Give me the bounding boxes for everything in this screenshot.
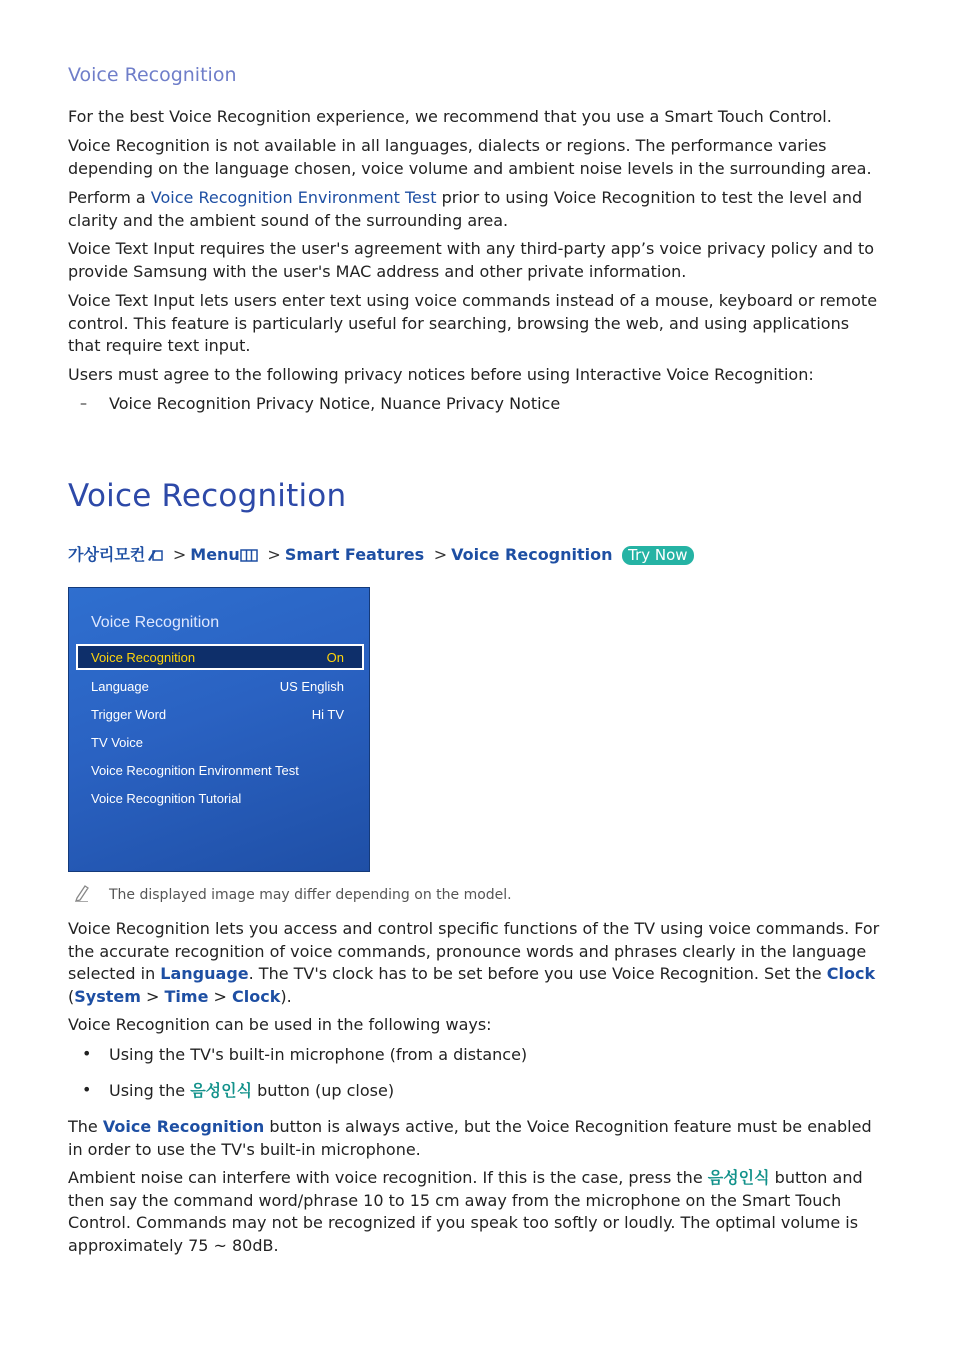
paragraph: The Voice Recognition button is always active, but the Voice Recognition feature must be enabled in order to use the TV's built-in microphone. — [68, 1117, 872, 1159]
tv-menu-item-tutorial[interactable]: Voice Recognition Tutorial — [91, 791, 242, 806]
language-link[interactable]: Language — [160, 964, 249, 983]
paragraph: Ambient noise can interfere with voice recognition. If this is the case, press the 음성인식 button and then say the command word/phrase 10 to 15 cm away from the microphone on the Smart Touch Control. Commands may not be recognized if you speak too softly or loudly. The optimal volume is approximately 75 ~ 80dB. — [68, 1168, 863, 1255]
pencil-icon — [74, 884, 90, 906]
tv-menu-title: Voice Recognition — [91, 614, 220, 631]
paragraph — [68, 106, 886, 129]
page-title: Voice Recognition — [68, 478, 347, 514]
list-item-text: Voice Recognition Privacy Notice, Nuance Privacy Notice — [109, 394, 561, 413]
breadcrumb — [68, 542, 694, 566]
paragraph: Perform a Voice Recognition Environment Test prior to using Voice Recognition to test the level and clarity and the ambient sound of the surrounding area. — [68, 188, 863, 230]
paragraph-text: Voice Text Input requires the user's agreement with any third-party app’s voice privacy policy and to provide Samsung with the user's MAC address and other private information. — [68, 239, 875, 281]
breadcrumb-remote[interactable]: 가상리모컨 — [68, 545, 146, 564]
remote-icon — [145, 547, 163, 566]
voice-recognition-link[interactable]: Voice Recognition — [102, 1117, 265, 1136]
breadcrumb-smart-features[interactable]: Smart Features — [284, 545, 425, 564]
paragraph-text: For the best Voice Recognition experience, we recommend that you use a Smart Touch Control. — [68, 107, 832, 126]
tv-menu-item-voice-recognition[interactable]: Voice Recognition On — [76, 644, 364, 670]
paragraph — [68, 238, 886, 283]
paragraph — [68, 1014, 886, 1037]
dash-marker: – — [80, 396, 87, 412]
paragraph-text: Voice Text Input lets users enter text using voice commands instead of a mouse, keyboard or remote control. This feature is particularly useful for searching, browsing the web, and using applications that require text input. — [68, 291, 878, 355]
clock-link-2[interactable]: Clock — [232, 986, 281, 1006]
menu-icon — [240, 547, 258, 566]
paragraph — [68, 135, 886, 180]
breadcrumb-separator: > — [267, 545, 281, 564]
bullet-text: Using the TV's built-in microphone (from a distance) — [109, 1045, 528, 1064]
bullet-item — [68, 1044, 886, 1067]
clock-link[interactable]: Clock — [826, 964, 876, 983]
voice-key-label: 음성인식 — [707, 1168, 770, 1187]
section-subheading: Voice Recognition — [68, 64, 237, 86]
breadcrumb-separator: > — [433, 545, 448, 564]
bullet-item: • Using the 음성인식 button (up close) — [82, 1080, 395, 1100]
paragraph-text: Voice Recognition is not available in all languages, dialects or regions. The performance varies depending on the language chosen, voice volume and ambient noise levels in the surrounding area. — [68, 136, 872, 178]
tv-menu-item-language[interactable]: Language US English — [91, 679, 344, 694]
tv-menu-item-environment-test[interactable]: Voice Recognition Environment Test — [91, 763, 299, 778]
breadcrumb-menu[interactable]: Menu — [190, 545, 240, 564]
try-now-button[interactable]: Try Now — [622, 546, 693, 565]
breadcrumb-separator: > — [172, 545, 187, 564]
note-text: The displayed image may differ depending on the model. — [109, 887, 512, 903]
bullet-marker: • — [82, 1080, 92, 1099]
paragraph-text: Users must agree to the following privacy notices before using Interactive Voice Recognition: — [68, 365, 814, 384]
breadcrumb-voice-recognition[interactable]: Voice Recognition — [451, 545, 613, 564]
dash-list-item — [68, 393, 886, 416]
tv-menu-screenshot — [68, 587, 370, 872]
tv-menu-item-trigger-word[interactable]: Trigger Word Hi TV — [91, 707, 344, 722]
tv-menu-item-tv-voice[interactable]: TV Voice — [91, 735, 144, 750]
environment-test-link[interactable]: Voice Recognition Environment Test — [150, 188, 437, 207]
bullet-marker: • — [82, 1044, 92, 1063]
paragraph — [68, 290, 886, 358]
system-link[interactable]: System — [74, 986, 141, 1006]
paragraph-text: Voice Recognition can be used in the following ways: — [68, 1015, 492, 1034]
time-link[interactable]: Time — [164, 986, 209, 1006]
voice-key-label: 음성인식 — [190, 1081, 253, 1100]
paragraph: Voice Recognition lets you access and control specific functions of the TV using voice commands. For the accurate recognition of voice commands, pronounce words and phrases clearly in the language selected in Language. The TV's clock has to be set before you use Voice Recognition. Set the Clock (System > Time > Clock). — [68, 919, 880, 1006]
paragraph — [68, 364, 886, 387]
